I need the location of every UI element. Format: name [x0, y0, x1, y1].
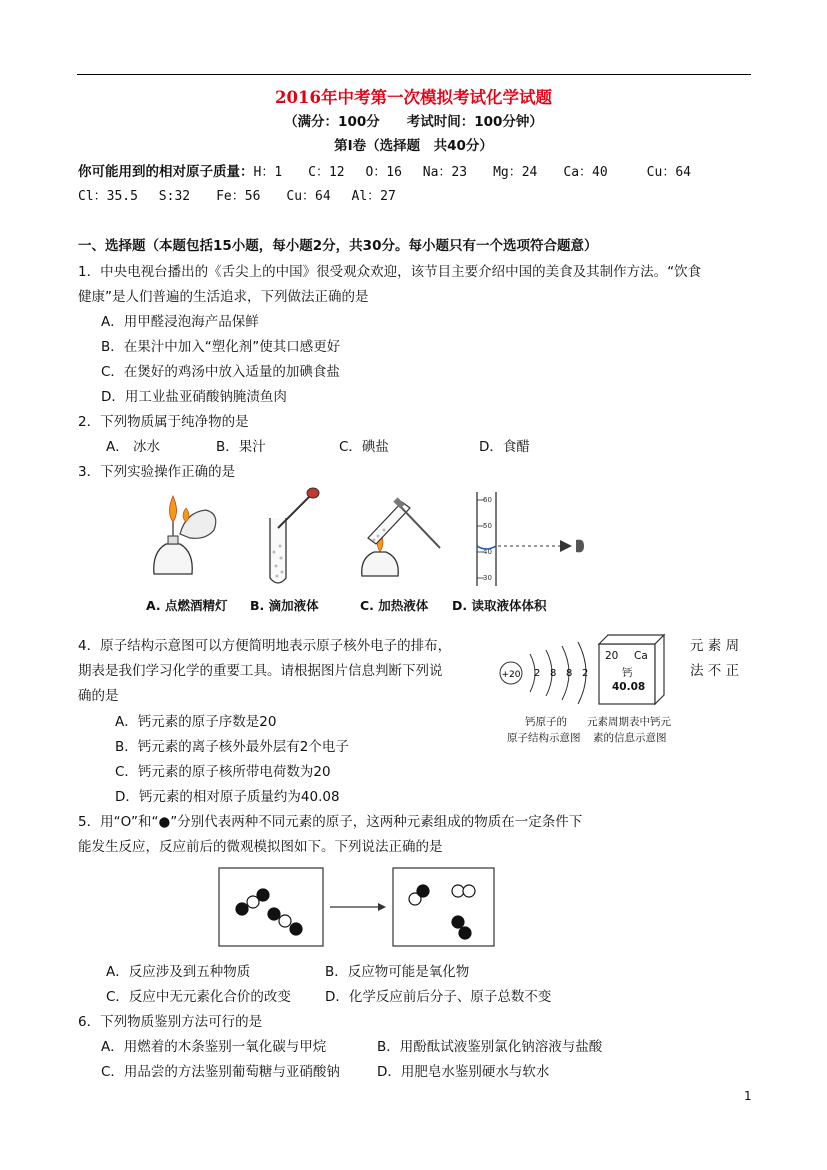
q3-label-c: C. 加热液体 — [360, 598, 429, 613]
q4-stem-2-left: 期表是我们学习化学的重要工具。请根据图片信息判断下列说 — [78, 663, 443, 679]
exam-subtitle: （满分：100分 考试时间：100分钟） — [284, 114, 543, 130]
q1-option-c: C．在煲好的鸡汤中放入适量的加碘食盐 — [101, 364, 340, 380]
q2-option-d: D．食醋 — [479, 439, 530, 455]
atomic-mass-row-1 — [78, 160, 691, 180]
heating-tube-icon — [362, 497, 440, 576]
q4-option-d: D．钙元素的相对原子质量约为40.08 — [115, 789, 340, 805]
cylinder-tick-40: 40 — [483, 548, 492, 556]
q1-option-a: A．用甲醛浸泡海产品保鲜 — [101, 314, 259, 330]
q1-stem-2: 健康”是人们普遍的生活追求，下列做法正确的是 — [78, 289, 369, 305]
q2-stem: 2．下列物质属于纯净物的是 — [78, 414, 249, 430]
q4-option-b: B．钙元素的离子核外最外层有2个电子 — [115, 739, 349, 755]
part1-heading: 一、选择题（本题包括15小题，每小题2分，共30分。每小题只有一个选项符合题意） — [78, 238, 598, 254]
element-mass: 40.08 — [612, 681, 646, 693]
products-box — [393, 868, 494, 946]
page-number: 1 — [744, 1089, 752, 1103]
q5-reaction-diagram — [218, 865, 498, 949]
shell-1-count: 2 — [534, 668, 541, 679]
measuring-cylinder-icon — [477, 492, 584, 586]
q3-label-b: B. 滴加液体 — [250, 598, 319, 613]
q5-stem-1: 5．用“O”和“●”分别代表两种不同元素的原子，这两种元素组成的物质在一定条件下 — [78, 814, 583, 830]
q4-stem-1-right: 元 素 周 — [690, 638, 740, 654]
shell-3-count: 8 — [566, 668, 573, 679]
q5-stem-2: 能发生反应，反应前后的微观模拟图如下。下列说法正确的是 — [78, 839, 443, 855]
q1-stem-1: 1．中央电视台播出的《舌尖上的中国》很受观众欢迎，该节目主要介绍中国的美食及其制作方法。“饮食 — [78, 264, 702, 280]
q6-option-c: C．用品尝的方法鉴别葡萄糖与亚硝酸钠 — [101, 1064, 340, 1080]
atomic-mass-values-2: Cl：35.5 S:32 Fe：56 Cu：64 Al：27 — [78, 189, 396, 204]
q2-option-b: B．果汁 — [216, 439, 266, 455]
atom-caption-2: 原子结构示意图 — [507, 732, 581, 744]
q1-option-d: D．用工业盐亚硝酸钠腌渍鱼肉 — [101, 389, 287, 405]
q4-stem-3: 确的是 — [78, 688, 119, 704]
element-caption-2: 素的信息示意图 — [593, 732, 667, 744]
q5-option-b: B．反应物可能是氧化物 — [325, 964, 470, 980]
q2-option-c: C．碘盐 — [339, 439, 389, 455]
q6-option-a: A．用燃着的木条鉴别一氧化碳与甲烷 — [101, 1039, 327, 1055]
q3-label-a: A. 点燃酒精灯 — [146, 598, 228, 613]
q3-stem: 3．下列实验操作正确的是 — [78, 464, 236, 480]
q5-option-c: C．反应中无元素化合价的改变 — [106, 989, 291, 1005]
nucleus-charge: +20 — [501, 670, 521, 680]
q5-option-d: D．化学反应前后分子、原子总数不变 — [325, 989, 552, 1005]
shell-4-count: 2 — [582, 668, 589, 679]
dropper-test-tube-icon — [270, 488, 319, 583]
q6-option-d: D．用肥皂水鉴别硬水与软水 — [377, 1064, 550, 1080]
cylinder-tick-50: 50 — [483, 522, 492, 530]
atomic-mass-label: 你可能用到的相对原子质量： — [78, 164, 254, 180]
element-atomic-number: 20 — [605, 650, 619, 662]
q5-option-a: A．反应涉及到五种物质 — [106, 964, 251, 980]
header-rule — [77, 74, 751, 75]
q4-stem-2-right: 法 不 正 — [690, 663, 740, 679]
exam-title: 2016年中考第一次模拟考试化学试题 — [275, 88, 552, 107]
element-name: 钙 — [622, 667, 633, 679]
q6-stem: 6．下列物质鉴别方法可行的是 — [78, 1014, 263, 1030]
shell-2-count: 8 — [550, 668, 557, 679]
element-caption-1: 元素周期表中钙元 — [587, 716, 671, 728]
q4-option-c: C．钙元素的原子核所带电荷数为20 — [115, 764, 331, 780]
q6-option-b: B．用酚酞试液鉴别氯化钠溶液与盐酸 — [377, 1039, 603, 1055]
section-title: 第Ⅰ卷（选择题 共40分） — [334, 138, 493, 154]
q4-stem-1-left: 4．原子结构示意图可以方便简明地表示原子核外电子的排布， — [78, 638, 452, 654]
q4-option-a: A．钙元素的原子序数是20 — [115, 714, 277, 730]
reactants-box — [219, 868, 323, 946]
cylinder-tick-30: 30 — [483, 574, 492, 582]
element-symbol: Ca — [634, 650, 648, 662]
atomic-mass-values-1: H：1 C：12 O：16 Na：23 Mg：24 Ca：40 Cu：64 — [253, 165, 691, 180]
q1-option-b: B．在果汁中加入“塑化剂”使其口感更好 — [101, 339, 341, 355]
q3-label-d: D. 读取液体体积 — [452, 598, 547, 613]
alcohol-lamp-icon — [154, 496, 216, 574]
atom-caption-1: 钙原子的 — [525, 716, 567, 728]
q3-apparatus-figure — [140, 482, 600, 592]
cylinder-tick-60: 60 — [483, 496, 492, 504]
q2-option-a: A． 冰水 — [106, 439, 161, 455]
